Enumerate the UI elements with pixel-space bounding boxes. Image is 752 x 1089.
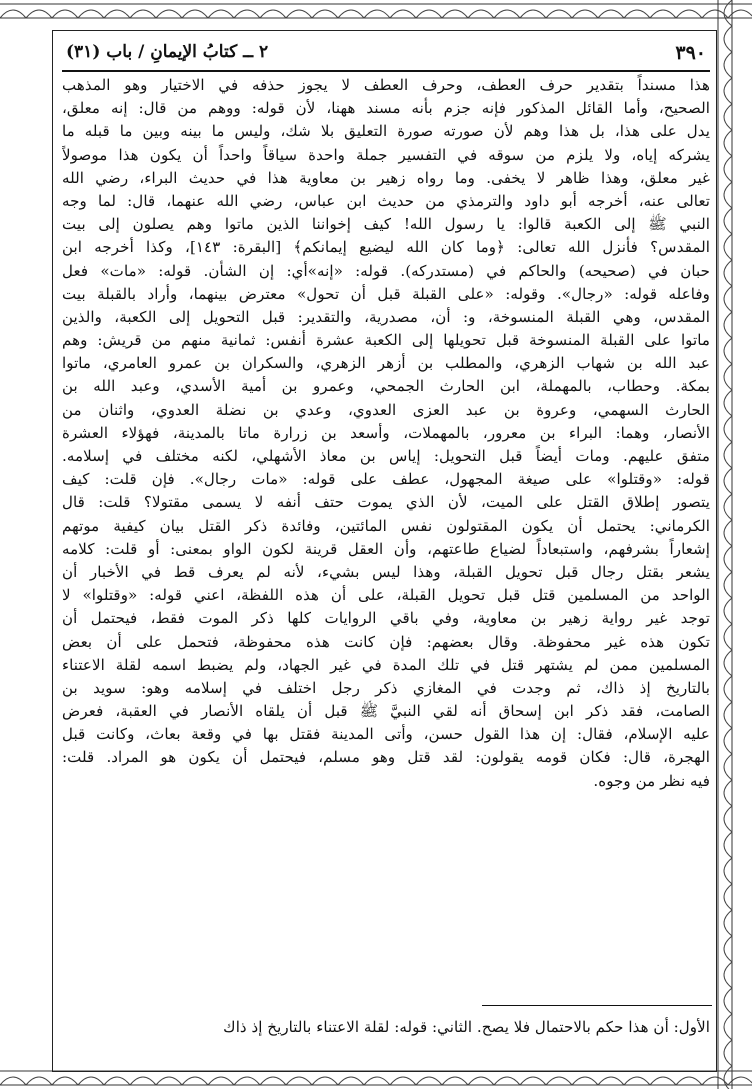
footnote: الأول: أن هذا حكم بالاحتمال فلا يصح. الثاني: قوله: لقلة الاعتناء بالتاريخ إذ ذاك bbox=[223, 1018, 710, 1036]
text-line: قوله: «وقتلوا» على صيغة المجهول، عطف على قوله: «مات رجال». فإن قلت: كيف bbox=[62, 470, 710, 489]
running-header bbox=[62, 40, 710, 68]
text-line: إشعاراً بشرفهم، واستبعاداً لضياع طاعتهم، وأن العقل قرينة لكون الواو بمعنى: أو قلت: كلامه bbox=[62, 539, 710, 558]
text-line: المقدس؟ فأنزل الله تعالى: ﴿وما كان الله ليضيع إيمانكم﴾ [البقرة: ١٤٣]، وكذا أخرجه ابن bbox=[62, 238, 710, 257]
text-line: توجد غير رواية زهير بن معاوية، وفي باقي الروايات كلها ذكر الموت فقط، فيحتمل أن bbox=[62, 609, 710, 628]
decorative-border-top bbox=[0, 0, 752, 22]
text-line: يتصور إطلاق القتل على الميت، لأن الذي يموت حتف أنفه لا يسمى مقتولا؟ قلت: قال bbox=[62, 493, 710, 512]
text-line: النبي ﷺ إلى الكعبة قالوا: يا رسول الله! كيف إخواننا الذين ماتوا وهم يصلون إلى بيت bbox=[62, 215, 710, 234]
body-text bbox=[62, 74, 710, 793]
text-line: الصامت، فقد ذكر ابن إسحاق أنه لقي النبيَّ ﷺ قبل أن يلقاه الأنصار في العقبة، فعرض bbox=[62, 702, 710, 721]
text-line: يدل على هذا، بل هذا وهم لأن صورته صورة التعليق بلا شك، وليس ما بينه وبين ما قبله ما bbox=[62, 122, 710, 141]
text-line: المسلمين ممن لم يشتهر قتل في تلك المدة في غير الجهاد، ولم يضبط اسمه لقلة الاعتناء bbox=[62, 655, 710, 674]
text-line: بالتاريخ إذ ذاك، ثم وجدت في المغازي ذكر رجل اختلف في إسلامه وهو: سويد بن bbox=[62, 678, 710, 697]
text-line: ماتوا على القبلة المنسوخة قبل تحويلها إلى الكعبة عشرة أنفس: ثمانية منهم من قريش: وهم bbox=[62, 331, 710, 350]
text-line: متفق عليهم. ومات أيضاً قبل التحويل: إياس بن معاذ الأشهلي، لكنه مختلف في إسلامه. bbox=[62, 447, 710, 465]
text-line: غير معلق، وهذا ظاهر لا يخفى. وما رواه زهير بن معاوية هذا في حديث البراء، رضي الله bbox=[62, 168, 710, 187]
text-line: فيه نظر من وجوه. bbox=[593, 771, 710, 790]
page-number: ٣٩٠ bbox=[675, 42, 706, 64]
text-line: تعالى عنه، أخرجه أبو داود والترمذي من حديث ابن عباس، رضي الله عنهما، قال: لما وجه bbox=[62, 191, 710, 210]
text-line: يشعر بقتل رجال قبل تحويل القبلة، وهذا ليس بشيء، لأنه لم يعرف قط في الأخبار أن bbox=[62, 562, 710, 581]
text-line: يشركه إياه، ولا يلزم من سوقه في التفسير جملة واحدة سياقاً واحداً أن يكون هذا موصولاً bbox=[62, 145, 710, 164]
footnote-separator bbox=[482, 1005, 712, 1006]
text-line: الحارث السهمي، وعروة بن عبد العزى العدوي، وعدي بن نضلة العدوي، واثنان من bbox=[62, 400, 710, 419]
text-line: الواحد من المسلمين قتل قبل تحويل القبلة، على أن هذه اللفظة، اعني قوله: «وقتلوا» لا bbox=[62, 586, 710, 605]
text-line: بمكة. وحطاب، بالمهملة، ابن الحارث الجمحي، وعمرو بن أمية الأسدي، وعبد الله بن bbox=[62, 377, 710, 396]
decorative-border-right bbox=[712, 0, 752, 1089]
header-rule bbox=[62, 70, 710, 72]
text-line: عليه الإسلام، فقال: إن هذا القول حسن، وأتى المدينة فقتل بها في وقعة بعاث، وكانت قبل bbox=[62, 725, 710, 744]
text-line: حبان في (صحيحه) والحاكم في (مستدركه). قوله: «إنه»أي: إن الشأن. قوله: «مات» فعل bbox=[62, 261, 710, 280]
text-line: تكون هذه غير محفوظة. وقال بعضهم: فإن كانت هذه محفوظة، فتحمل على أن بعض bbox=[62, 632, 710, 651]
running-title: ٢ ــ كتابُ الإيمانِ / باب (٣١) bbox=[66, 42, 269, 62]
text-line: وفاعله قوله: «رجال». وقوله: «على القبلة قبل أن تحول» معترض بينهما، وأراد بالقبلة بيت bbox=[62, 284, 710, 303]
text-line: الأنصار، وهما: البراء بن معرور، بالمهملات، وأسعد بن زرارة ماتا بالمدينة، فهؤلاء العشرة bbox=[62, 423, 710, 442]
text-line: الكرماني: يحتمل أن يكون المقتولون نفس المائتين، وفائدة ذكر القتل بيان كيفية موتهم bbox=[62, 516, 710, 535]
text-line: الهجرة، قال: فكان قومه يقولون: لقد قتل وهو مسلم، فيحتمل أن يكون هو المراد. قلت: bbox=[62, 748, 710, 767]
text-line: هذا مسنداً بتقدير حرف العطف، وحرف العطف لا يجوز حذفه في الاختيار وهو المذهب bbox=[62, 76, 710, 94]
text-line: عبد الله بن شهاب الزهري، والمطلب بن أزهر الزهري، والسكران بن عمرو العامري، ماتوا bbox=[62, 354, 710, 373]
text-line: الصحيح، وأما القائل المذكور فإنه جزم بأنه مسند ههنا، لأن قوله: ووهم من قال: إنه معلق، bbox=[62, 99, 710, 118]
text-line: المقدس، وهي القبلة المنسوخة، و: أن، مصدرية، والتقدير: قبل التحويل إلى الكعبة، والذين bbox=[62, 307, 710, 326]
